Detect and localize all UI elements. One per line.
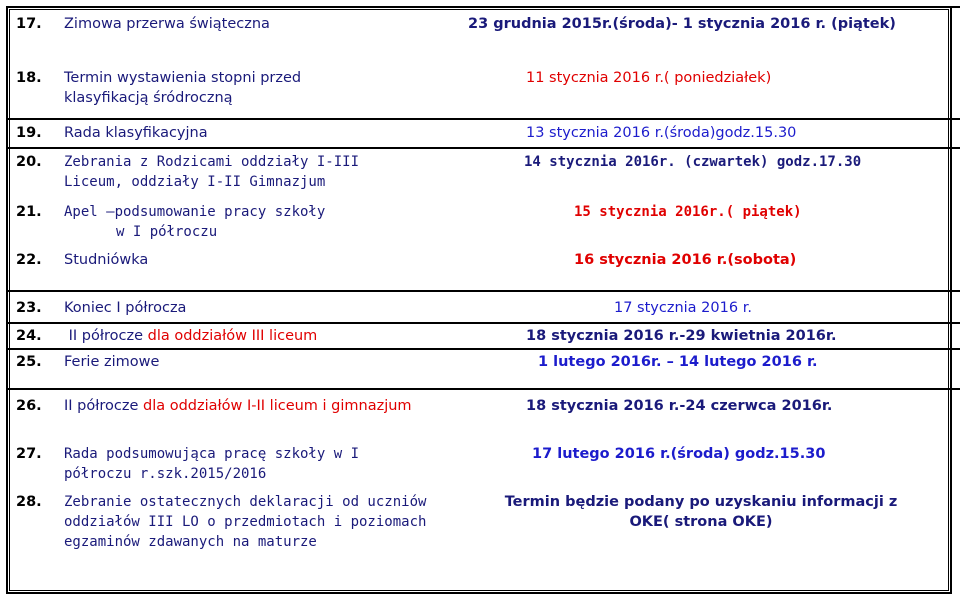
- row-number: 26.: [8, 389, 62, 444]
- row-number: 23.: [8, 291, 62, 323]
- date-cell: 14 stycznia 2016r. (czwartek) godz.17.30: [468, 148, 960, 202]
- row-number: 21.: [16, 204, 42, 220]
- event-text: Ferie zimowe: [64, 354, 160, 370]
- row-number: 27.: [16, 446, 42, 462]
- row-number: 28.: [16, 494, 42, 510]
- event-cell: [62, 148, 468, 202]
- date-cell: 18 stycznia 2016 r.-24 czerwca 2016r.: [468, 389, 960, 444]
- table-row: [8, 492, 960, 578]
- table-row: [8, 291, 960, 323]
- event-text: Studniówka: [64, 252, 149, 268]
- event-text-part1: II półrocze: [64, 328, 148, 344]
- event-cell: [62, 119, 468, 148]
- event-text: Rada klasyfikacyjna: [64, 125, 208, 141]
- event-text-part1: II półrocze: [64, 398, 143, 414]
- date-cell: 11 stycznia 2016 r.( poniedziałek): [526, 70, 772, 86]
- date-cell: 16 stycznia 2016 r.(sobota): [574, 252, 797, 268]
- event-text-part2: dla oddziałów III liceum: [147, 328, 318, 344]
- date-cell: [468, 492, 960, 578]
- event-cell: [62, 202, 468, 250]
- event-text-part2: dla oddziałów I-II liceum i gimnazjum: [143, 398, 412, 414]
- event-cell: [62, 349, 468, 389]
- date-cell: 23 grudnia 2015r.(środa)- 1 stycznia 2016 r. (piątek): [468, 7, 960, 64]
- table-row: [8, 389, 960, 444]
- date-cell: 15 stycznia 2016r.( piątek): [574, 204, 802, 220]
- table-row: [8, 349, 960, 389]
- event-text-line2: w I półroczu: [116, 224, 218, 240]
- date-cell: 18 stycznia 2016 r.-29 kwietnia 2016r.: [468, 323, 960, 349]
- row-number: 17.: [8, 7, 62, 64]
- event-text: Zebranie ostatecznych deklaracji od uczniów oddziałów III LO o przedmiotach i poziomach egzaminów zdawanych na maturze: [64, 494, 427, 550]
- date-text: Termin będzie podany po uzyskaniu informacji z OKE( strona OKE): [504, 494, 898, 530]
- table-row: [8, 64, 960, 119]
- table-row: [8, 202, 960, 250]
- event-text: Koniec I półrocza: [64, 300, 187, 316]
- table-row: [8, 323, 960, 349]
- row-number: 18.: [16, 70, 42, 86]
- event-text: Zimowa przerwa świąteczna: [64, 16, 270, 32]
- row-number: 25.: [8, 349, 62, 389]
- table-row: [8, 119, 960, 148]
- table-row: [8, 7, 960, 64]
- row-number: 24.: [8, 323, 62, 349]
- event-cell: [62, 444, 468, 492]
- event-cell: [62, 250, 468, 291]
- event-cell: [62, 64, 468, 119]
- row-number: 20.: [8, 148, 62, 202]
- date-cell: 17 stycznia 2016 r.: [468, 291, 960, 323]
- table-row: [8, 444, 960, 492]
- event-text: Apel –podsumowanie pracy szkoły: [64, 204, 326, 220]
- event-text: Termin wystawienia stopni przed klasyfikacją śródroczną: [64, 70, 302, 106]
- event-cell: [62, 323, 468, 349]
- row-number: 19.: [8, 119, 62, 148]
- event-text: Rada podsumowująca pracę szkoły w I półroczu r.szk.2015/2016: [64, 446, 360, 482]
- row-number: 22.: [16, 252, 42, 268]
- event-text: Zebrania z Rodzicami oddziały I-III Liceum, oddziały I-II Gimnazjum: [64, 154, 360, 190]
- event-cell: [62, 492, 468, 578]
- table-row: [8, 148, 960, 202]
- event-cell: [62, 389, 468, 444]
- schedule-table: [8, 6, 960, 578]
- table-row: [8, 250, 960, 291]
- date-cell: 13 stycznia 2016 r.(środa)godz.15.30: [468, 119, 960, 148]
- event-cell: [62, 7, 468, 64]
- date-cell: 17 lutego 2016 r.(środa) godz.15.30: [532, 446, 826, 462]
- date-cell: 1 lutego 2016r. – 14 lutego 2016 r.: [468, 349, 960, 389]
- event-cell: [62, 291, 468, 323]
